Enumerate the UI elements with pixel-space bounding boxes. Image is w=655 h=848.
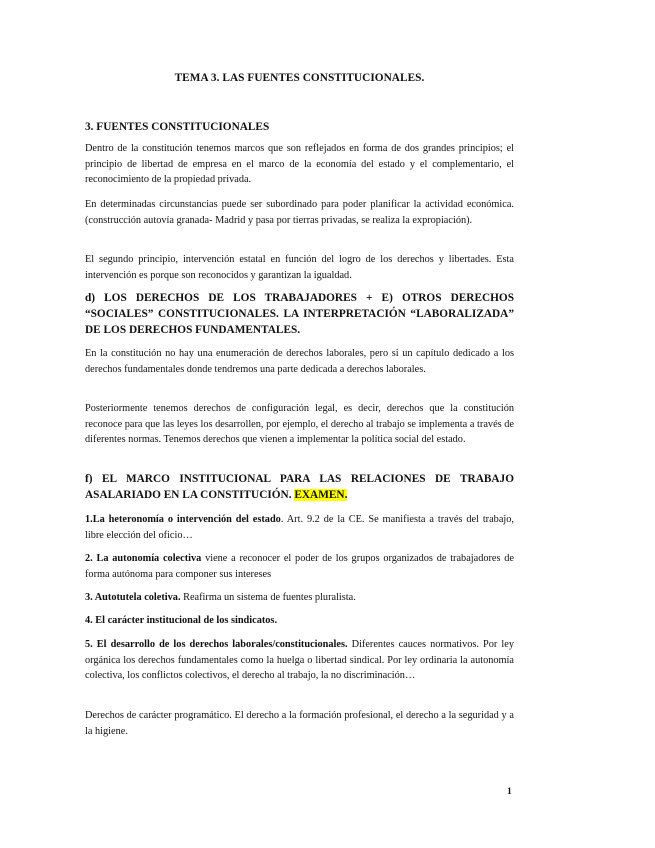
paragraph: Dentro de la constitución tenemos marcos que son reflejados en forma de dos grandes principios; el principio de libertad de empresa en el marco de la economía del estado y el complementario, el reconocimiento de la propiedad privada. [85,143,514,186]
list-item-title: 5. El desarrollo de los derechos laborales/constitucionales. [85,639,348,650]
paragraph: Derechos de carácter programático. El derecho a la formación profesional, el derecho a la seguridad y a la higiene. [85,710,514,737]
paragraph: En determinadas circunstancias puede ser subordinado para poder planificar la actividad económica. (construcción autovía granada- Madrid y pasa por tierras privadas, se realiza la expropiación). [85,199,514,226]
list-item [85,551,514,582]
list-item-text: Reafirma un sistema de fuentes pluralista. [180,592,356,603]
section-heading: 3. FUENTES CONSTITUCIONALES [85,121,270,133]
page-title: TEMA 3. LAS FUENTES CONSTITUCIONALES. [174,72,425,84]
section-heading-f [85,471,514,503]
list-item-text: viene a reconocer el poder de los grupos organizados de trabajadores de forma autónoma para componer sus intereses [85,553,514,580]
paragraph: En la constitución no hay una enumeración de derechos laborales, pero si un capítulo dedicado a los derechos fundamentales donde tendremos una parte dedicada a derechos laborales. [85,348,514,375]
paragraph: Posteriormente tenemos derechos de configuración legal, es decir, derechos que la constitución reconoce para que las leyes los desarrollen, por ejemplo, el derecho al trabajo se implementa a través de diferentes normas. Tenemos derechos que vienen a implementar la política social del estado. [85,403,514,446]
list-item-text: Diferentes cauces normativos. Por ley orgánica los derechos fundamentales como la huelga o libertad sindical. Por ley ordinaria la autonomía colectiva, los conflictos colectivos, el derecho al trabajo, la no discriminación… [85,639,514,682]
list-item-title: 2. La autonomía colectiva [85,553,202,564]
list-item-text: . Art. 9.2 de la CE. Se manifiesta a través del trabajo, libre elección del oficio… [85,514,514,541]
exam-highlight: EXAMEN. [294,489,348,501]
paragraph: El segundo principio, intervención estatal en función del logro de los derechos y libertades. Esta intervención es porque son reconocidos y garantizan la igualdad. [85,254,514,281]
list-item [85,590,514,606]
heading-f-text: f) EL MARCO INSTITUCIONAL PARA LAS RELACIONES DE TRABAJO ASALARIADO EN LA CONSTITUCIÓN. [85,473,514,501]
list-item-title: 1.La heteronomía o intervención del estado [85,514,281,525]
list-item-title: 3. Autotutela coletiva. [85,592,181,603]
page-number: 1 [507,787,512,797]
list-item-title: 4. El carácter institucional de los sindicatos. [85,615,278,626]
section-heading-d: d) LOS DERECHOS DE LOS TRABAJADORES + E) OTROS DERECHOS “SOCIALES” CONSTITUCIONALES. LA INTERPRETACIÓN “LABORALIZADA” DE LOS DERECHOS FUNDAMENTALES. [85,292,514,336]
list-item [85,637,514,684]
list-item [85,512,514,543]
list-item [85,613,514,629]
